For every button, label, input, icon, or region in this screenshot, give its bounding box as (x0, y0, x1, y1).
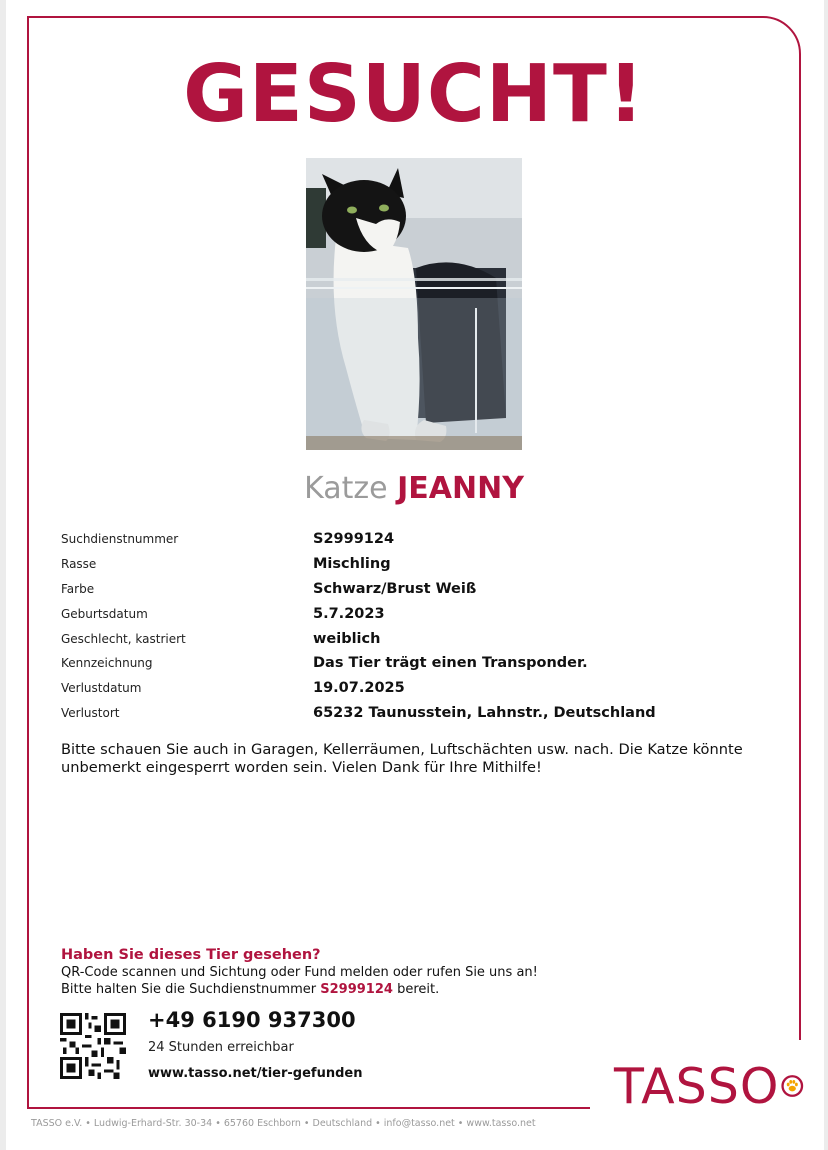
qr-code[interactable] (60, 1013, 126, 1079)
sighting-line-1: QR-Code scannen und Sichtung oder Fund melden oder rufen Sie uns an! (61, 965, 538, 980)
poster-title: GESUCHT! (183, 48, 645, 140)
detail-label: Farbe (61, 581, 95, 596)
detail-row (61, 577, 781, 602)
availability-text: 24 Stunden erreichbar (148, 1040, 294, 1055)
phone-number[interactable]: +49 6190 937300 (148, 1008, 356, 1032)
sighting-line-2-end: bereit. (397, 982, 440, 997)
details-table (61, 527, 781, 725)
detail-value: Schwarz/Brust Weiß (313, 580, 477, 597)
sighting-line-2 (61, 981, 661, 998)
cat-photo (306, 158, 522, 450)
detail-label: Rasse (61, 557, 97, 572)
footer-address: TASSO e.V. • Ludwig-Erhard-Str. 30-34 • 65760 Eschborn • Deutschland • info@tasso.net • www.tasso.net (31, 1118, 536, 1129)
detail-value: Das Tier trägt einen Transponder. (313, 655, 588, 672)
detail-row (61, 701, 781, 726)
animal-name (0, 472, 828, 505)
search-note: Bitte schauen Sie auch in Garagen, Kellerräumen, Luftschächten usw. nach. Die Katze könnte unbemerkt eingesperrt worden sein. Vielen Dank für Ihre Mithilfe! (61, 741, 743, 776)
detail-value: Mischling (313, 556, 391, 573)
sighting-heading: Haben Sie dieses Tier gesehen? (61, 947, 321, 963)
detail-row (61, 601, 781, 626)
detail-label: Geburtsdatum (61, 606, 148, 621)
tasso-logo (614, 1058, 804, 1114)
animal-species: Katze (304, 471, 388, 506)
detail-row (61, 527, 781, 552)
detail-value: 5.7.2023 (313, 605, 385, 622)
detail-label: Verlustort (61, 705, 120, 720)
paw-icon (781, 1064, 804, 1108)
detail-label: Kennzeichnung (61, 656, 153, 671)
detail-row (61, 651, 781, 676)
animal-name-value: JEANNY (397, 471, 524, 506)
detail-label: Suchdienstnummer (61, 532, 179, 547)
detail-row (61, 676, 781, 701)
detail-value: 19.07.2025 (313, 680, 405, 697)
detail-label: Verlustdatum (61, 681, 142, 696)
logo-text: TASSO (614, 1057, 780, 1115)
detail-value: 65232 Taunusstein, Lahnstr., Deutschland (313, 704, 656, 721)
search-number: S2999124 (320, 982, 393, 997)
detail-row (61, 626, 781, 651)
detail-row (61, 552, 781, 577)
website-link[interactable]: www.tasso.net/tier-gefunden (148, 1066, 363, 1081)
detail-value: S2999124 (313, 531, 395, 548)
sighting-section (61, 947, 661, 998)
detail-label: Geschlecht, kastriert (61, 631, 186, 646)
detail-value: weiblich (313, 630, 381, 647)
sighting-line-2-text: Bitte halten Sie die Suchdienstnummer (61, 982, 317, 997)
